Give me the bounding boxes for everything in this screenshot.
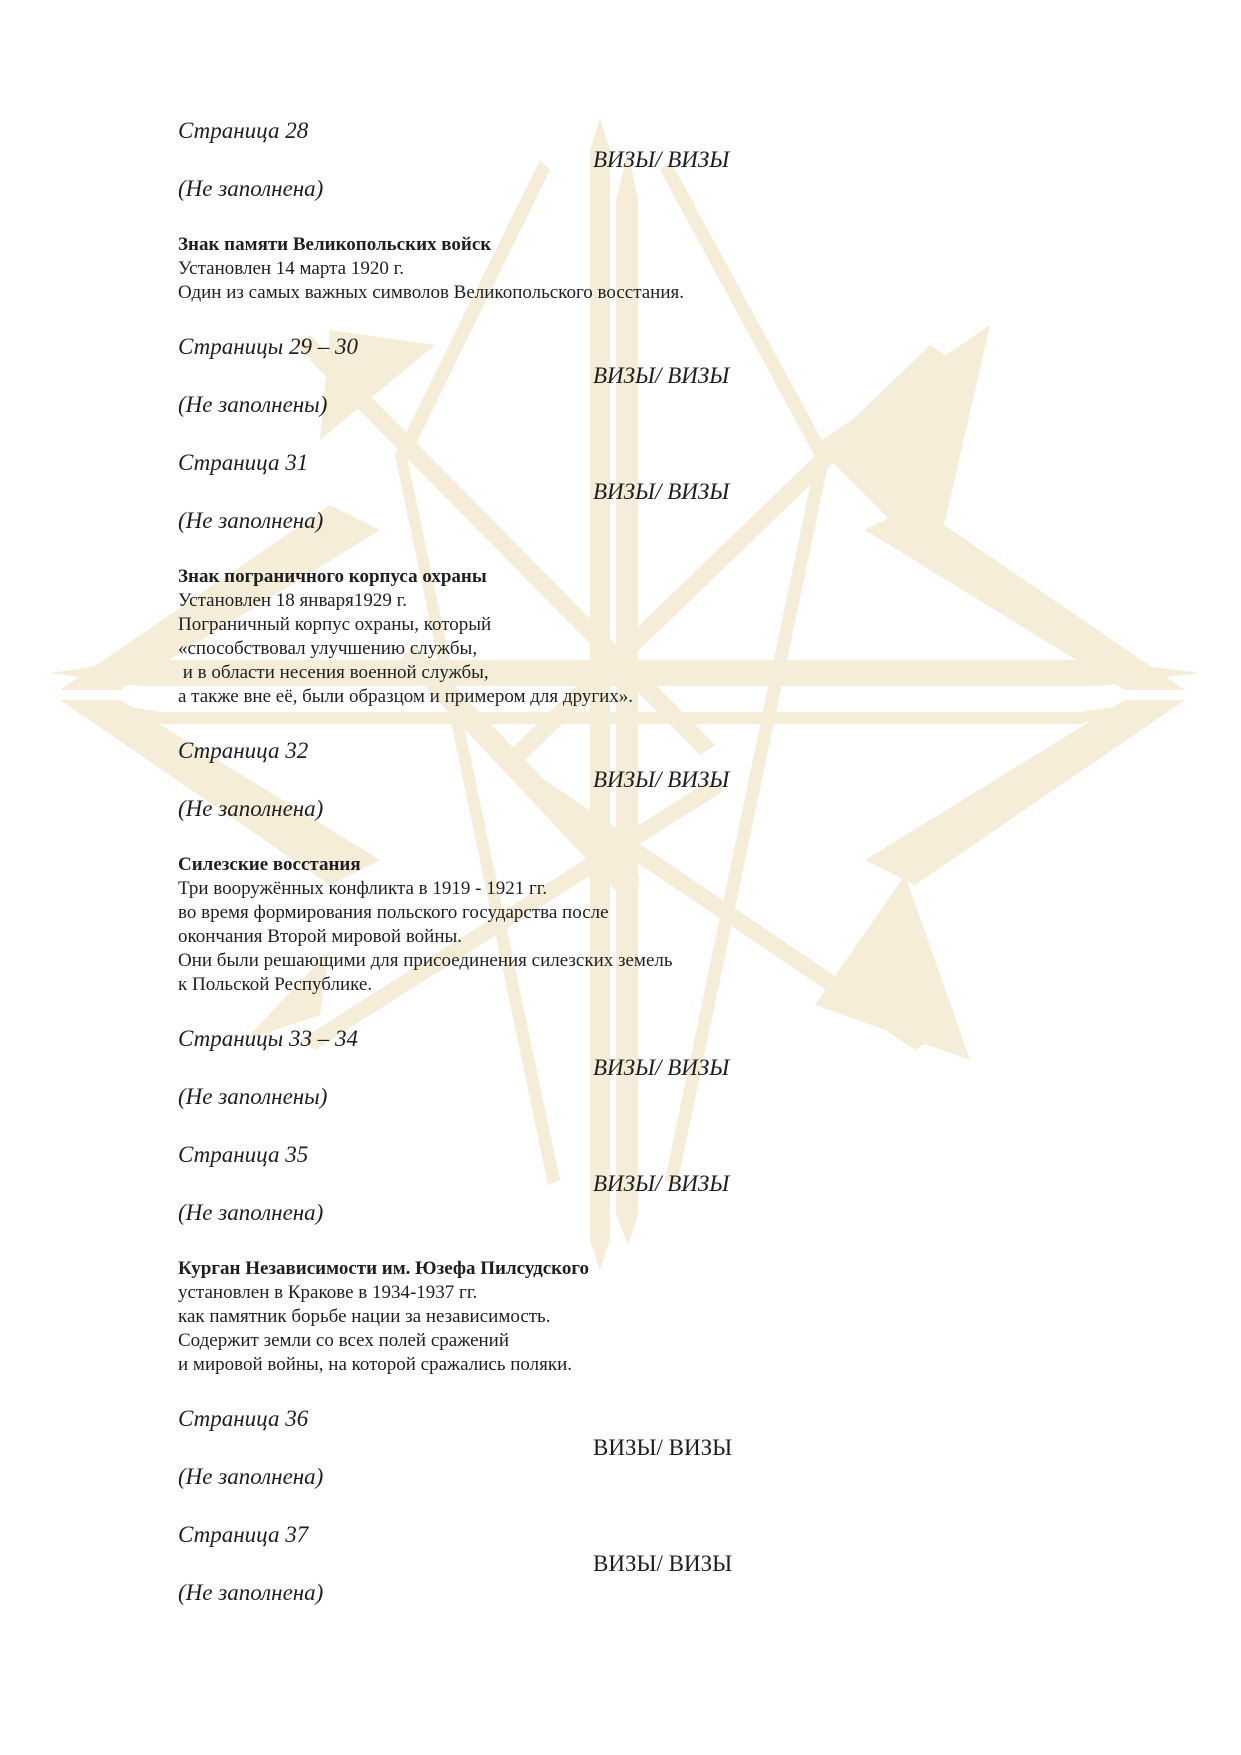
section-line: а также вне её, были образцом и примером для других». bbox=[178, 686, 634, 707]
page-number-label: Страница 36 bbox=[178, 1406, 309, 1431]
page-status: (Не заполнена) bbox=[178, 1200, 324, 1225]
page-number-label: Страница 37 bbox=[178, 1522, 309, 1547]
visa-label: ВИЗЫ/ ВИЗЫ bbox=[593, 1055, 730, 1080]
page-status: (Не заполнены) bbox=[178, 1084, 328, 1109]
page-number-label: Страница 32 bbox=[178, 738, 309, 763]
page-number-label: Страницы 29 – 30 bbox=[178, 334, 359, 359]
page-status: (Не заполнены) bbox=[178, 392, 328, 417]
page-status: (Не заполнена) bbox=[178, 796, 324, 821]
section-title: Курган Независимости им. Юзефа Пилсудского bbox=[178, 1258, 590, 1279]
visa-label: ВИЗЫ/ ВИЗЫ bbox=[593, 479, 730, 504]
section-line: Пограничный корпус охраны, который bbox=[178, 614, 492, 635]
visa-label: ВИЗЫ/ ВИЗЫ bbox=[593, 1435, 733, 1460]
section-line: как памятник борьбе нации за независимость. bbox=[178, 1306, 551, 1327]
section-line: Содержит земли со всех полей сражений bbox=[178, 1330, 510, 1351]
section-title: Знак пограничного корпуса охраны bbox=[178, 566, 487, 587]
section-line: и в области несения военной службы, bbox=[178, 662, 489, 683]
visa-label: ВИЗЫ/ ВИЗЫ bbox=[593, 147, 730, 172]
page-number-label: Страница 35 bbox=[178, 1142, 309, 1167]
visa-label: ВИЗЫ/ ВИЗЫ bbox=[593, 1551, 733, 1576]
visa-label: ВИЗЫ/ ВИЗЫ bbox=[593, 363, 730, 388]
section-line: окончания Второй мировой войны. bbox=[178, 926, 463, 947]
page-status: (Не заполнена) bbox=[178, 1464, 324, 1489]
page-number-label: Страница 28 bbox=[178, 118, 309, 143]
section-line: к Польской Республике. bbox=[178, 974, 373, 995]
page-status: (Не заполнена) bbox=[178, 176, 324, 201]
page-status: (Не заполнена) bbox=[178, 1580, 324, 1605]
section-line: Установлен 18 января1929 г. bbox=[178, 590, 407, 611]
section-line: Установлен 14 марта 1920 г. bbox=[178, 258, 404, 279]
page-number-label: Страницы 33 – 34 bbox=[178, 1026, 359, 1051]
section-line: Один из самых важных символов Великопольского восстания. bbox=[178, 282, 684, 303]
section-line: и мировой войны, на которой сражались поляки. bbox=[178, 1354, 573, 1375]
page-status: (Не заполнена) bbox=[178, 508, 324, 533]
section-title: Силезские восстания bbox=[178, 854, 361, 875]
section-line: установлен в Кракове в 1934-1937 гг. bbox=[178, 1282, 478, 1303]
section-line: «способствовал улучшению службы, bbox=[178, 638, 478, 659]
visa-label: ВИЗЫ/ ВИЗЫ bbox=[593, 1171, 730, 1196]
section-title: Знак памяти Великопольских войск bbox=[178, 234, 492, 255]
page-number-label: Страница 31 bbox=[178, 450, 309, 475]
section-line: во время формирования польского государства после bbox=[178, 902, 609, 923]
section-line: Три вооружённых конфликта в 1919 - 1921 гг. bbox=[178, 878, 548, 899]
visa-label: ВИЗЫ/ ВИЗЫ bbox=[593, 767, 730, 792]
section-line: Они были решающими для присоединения силезских земель bbox=[178, 950, 673, 971]
